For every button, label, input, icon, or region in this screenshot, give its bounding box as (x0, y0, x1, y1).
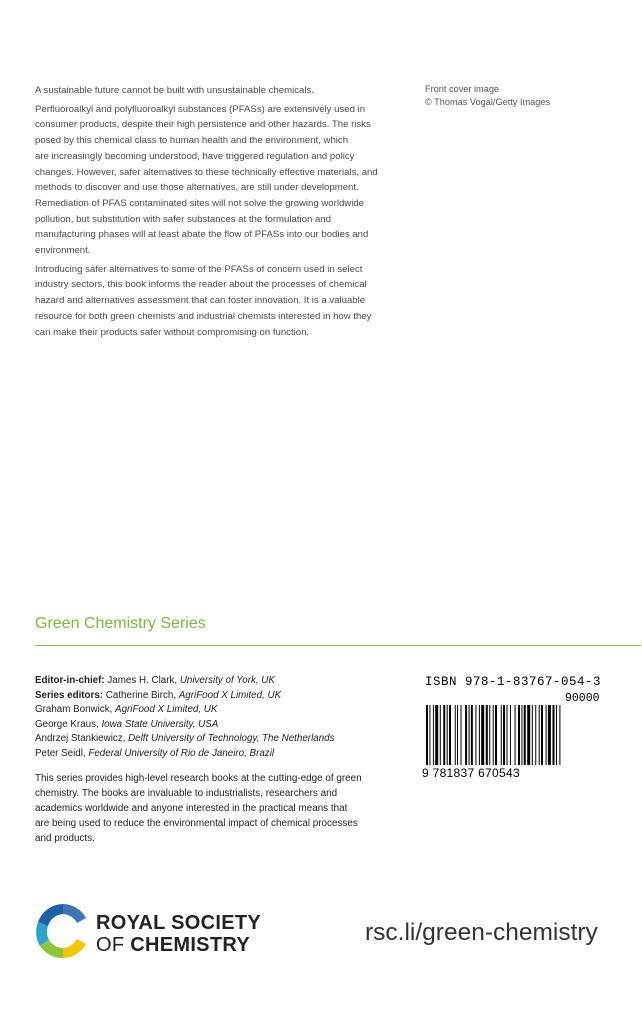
barcode-bar (493, 705, 494, 765)
barcode-bar (455, 705, 456, 765)
barcode-bar (501, 705, 502, 765)
barcode-bar (507, 705, 508, 765)
barcode-bar (541, 705, 543, 765)
barcode-bar (548, 705, 551, 765)
series-editors (35, 674, 335, 761)
barcode-bar (535, 705, 536, 765)
back-cover-blurb (35, 83, 410, 343)
barcode-bar (449, 705, 451, 765)
barcode-bar (471, 705, 473, 765)
barcode-bar (524, 705, 526, 765)
series-description: This series provides high-level research books at the cutting-edge of green chemistry. The books are invaluable to industrialists, researchers and academics worldwide and anyone interested in the practical means that are being used to reduce the environmental impact of chemical processes and products. (35, 773, 362, 844)
barcode-bar (465, 705, 467, 765)
barcode-bar (546, 705, 547, 765)
credit-line-2: © Thomas Vogal/Getty Images (425, 97, 551, 107)
blurb-paragraph-2: Introducing safer alternatives to some of the PFASs of concern used in select industry sectors, this book informs the reader about the processes of chemical hazard and alternatives assessment that can foster innovation. It is a valuable resource for both green chemists and industrial chemists interested in how they can make their products safer without compromising on function. (35, 263, 372, 338)
series-divider (35, 645, 641, 646)
barcode-bar (527, 705, 530, 765)
barcode-bar (532, 705, 533, 765)
series-title: Green Chemistry Series (35, 615, 206, 632)
barcode-bar (521, 705, 522, 765)
barcode-bar (515, 705, 516, 765)
barcode-bar (556, 705, 557, 765)
barcode-bar (443, 705, 445, 765)
barcode-bar (539, 705, 540, 765)
credit-line-1: Front cover image (425, 84, 500, 94)
barcode-bar (435, 705, 438, 765)
barcode-bar (518, 705, 520, 765)
isbn-barcode (426, 705, 606, 765)
barcode-bar (479, 705, 480, 765)
barcode-bar (553, 705, 555, 765)
blurb-paragraph-1: Perfluoroalkyl and polyfluoroalkyl substances (PFASs) are extensively used in consumer products, despite their high persistence and other hazards. The risks posed by this chemical class to human health and the environment, which are increasingly becoming understood, have triggered regulation and policy changes. However, safer alternatives to these technically effective materials, and methods to discover and use those alternatives, are still under development. Remediation of PFAS contaminated sites will not solve the growing worldwide pollution, but substitution with safer substances at the formulation and manufacturing phases will at least abate the flow of PFASs into our bodies and environment. (35, 103, 378, 257)
barcode-bar (447, 705, 448, 765)
barcode-bar (440, 705, 441, 765)
rsc-c-logo-icon (32, 900, 94, 962)
editor-in-chief: Editor-in-chief: James H. Clark, University of York, UK (35, 675, 275, 686)
editor-line-4: Andrzej Stankiewicz, Delft University of Technology, The Netherlands (35, 733, 335, 744)
cover-image-credit (425, 83, 550, 109)
price-code: 90000 (565, 692, 600, 705)
barcode-bar (559, 705, 560, 765)
editor-line-3: George Kraus, Iowa State University, USA (35, 718, 219, 730)
series-url[interactable]: rsc.li/green-chemistry (365, 919, 598, 946)
editor-line-2: Graham Bonwick, AgriFood X Limited, UK (35, 704, 218, 715)
barcode-bar (469, 705, 470, 765)
barcode-digits: 9 781837 670543 (422, 766, 520, 780)
barcode-bar (461, 705, 462, 765)
barcode-bar (503, 705, 505, 765)
barcode-bar (457, 705, 458, 765)
barcode-bar (510, 705, 511, 765)
publisher-name-line-2: OF CHEMISTRY (96, 934, 250, 956)
barcode-bar (426, 705, 428, 765)
blurb-tagline: A sustainable future cannot be built with unsustainable chemicals. (35, 85, 314, 96)
barcode-bar (486, 705, 488, 765)
barcode-bar (495, 705, 497, 765)
barcode-bar (475, 705, 476, 765)
barcode-bar (489, 705, 490, 765)
editor-line-5: Peter Seidl, Federal University of Rio de Janeiro, Brazil (35, 747, 275, 759)
editor-line-1: Series editors: Catherine Birch, AgriFood X Limited, UK (35, 689, 282, 701)
barcode-bar (433, 705, 434, 765)
barcode-bar (481, 705, 484, 765)
barcode-bar (429, 705, 430, 765)
publisher-name-line-1: ROYAL SOCIETY (96, 912, 262, 934)
isbn-text: ISBN 978-1-83767-054-3 (425, 675, 602, 689)
